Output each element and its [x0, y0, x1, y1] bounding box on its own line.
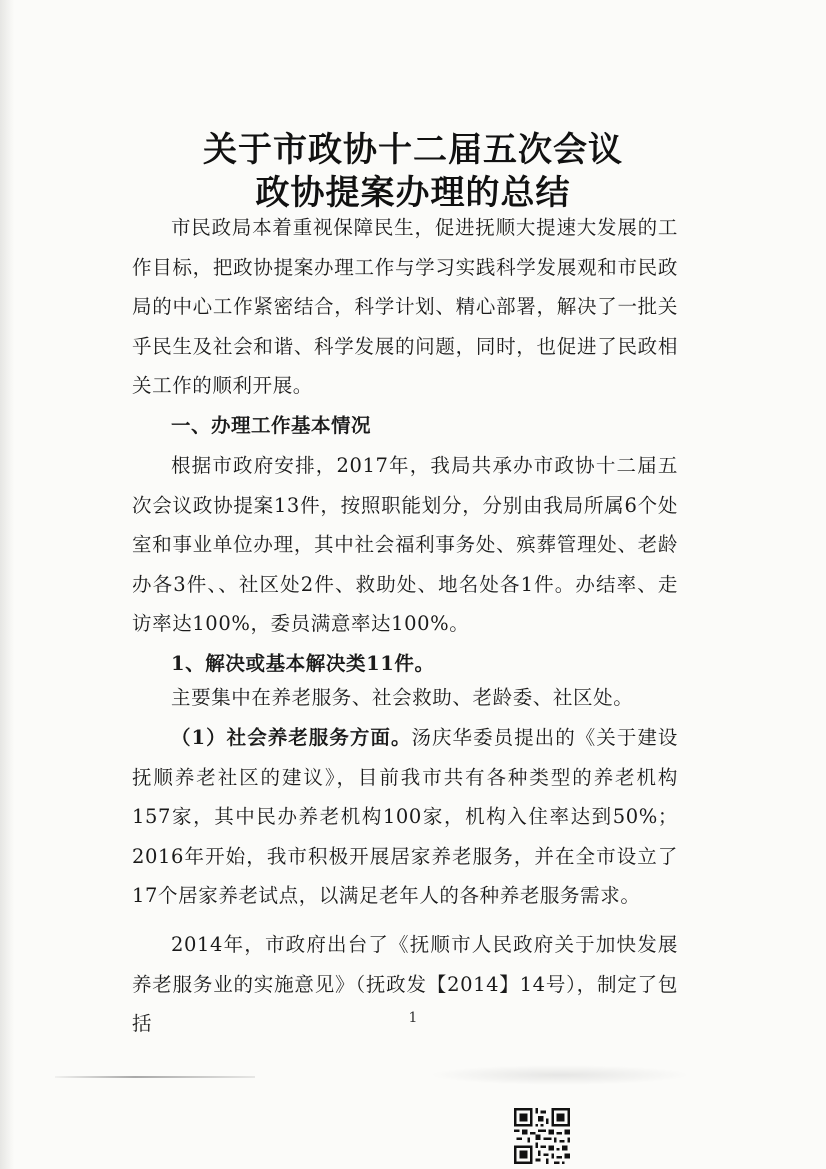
- item1-body: 汤庆华委员提出的《关于建设抚顺养老社区的建议》，目前我市共有各种类型的养老机构157家，其中民办养老机构100家，机构入住率达到50%；2016年开始，我市积极开展居家养老服务，并在全市设立了17个居家养老试点，以满足老年人的各种养老服务需求。: [132, 726, 678, 907]
- document-title-line2: 政协提案办理的总结: [255, 173, 571, 213]
- policy-2014-paragraph: 2014年，市政府出台了《抚顺市人民政府关于加快发展养老服务业的实施意见》（抚政发【2014】14号），制定了包括: [132, 933, 678, 1035]
- page-number: 1: [408, 1010, 418, 1026]
- item1-paragraph: [132, 718, 678, 916]
- subsection1-intro: 主要集中在养老服务、社会救助、老龄委、社区处。: [171, 686, 634, 709]
- section1-heading: 一、办理工作基本情况: [171, 414, 372, 437]
- subsection1-heading: 1、解决或基本解决类11件。: [171, 652, 435, 675]
- document-title-line1: 关于市政协十二届五次会议: [203, 130, 623, 170]
- scan-artifact-line: [55, 1076, 255, 1078]
- intro-paragraph: 市民政局本着重视保障民生，促进抚顺大提速大发展的工作目标，把政协提案办理工作与学习实践科学发展观和市民政局的中心工作紧密结合，科学计划、精心部署，解决了一批关乎民生及社会和谐、科学发展的问题，同时，也促进了民政相关工作的顺利开展。: [132, 216, 678, 397]
- section1-paragraph: 根据市政府安排，2017年，我局共承办市政协十二届五次会议政协提案13件，按照职能划分，分别由我局所属6个处室和事业单位办理，其中社会福利事务处、殡葬管理处、老龄办各3件、、社区处2件、救助处、地名处各1件。办结率、走访率达100%，委员满意率达100%。: [132, 454, 678, 635]
- item1-lead: （1）社会养老服务方面。: [171, 726, 412, 749]
- scan-artifact-smudge: [430, 1065, 690, 1085]
- qr-code-icon: [514, 1108, 570, 1164]
